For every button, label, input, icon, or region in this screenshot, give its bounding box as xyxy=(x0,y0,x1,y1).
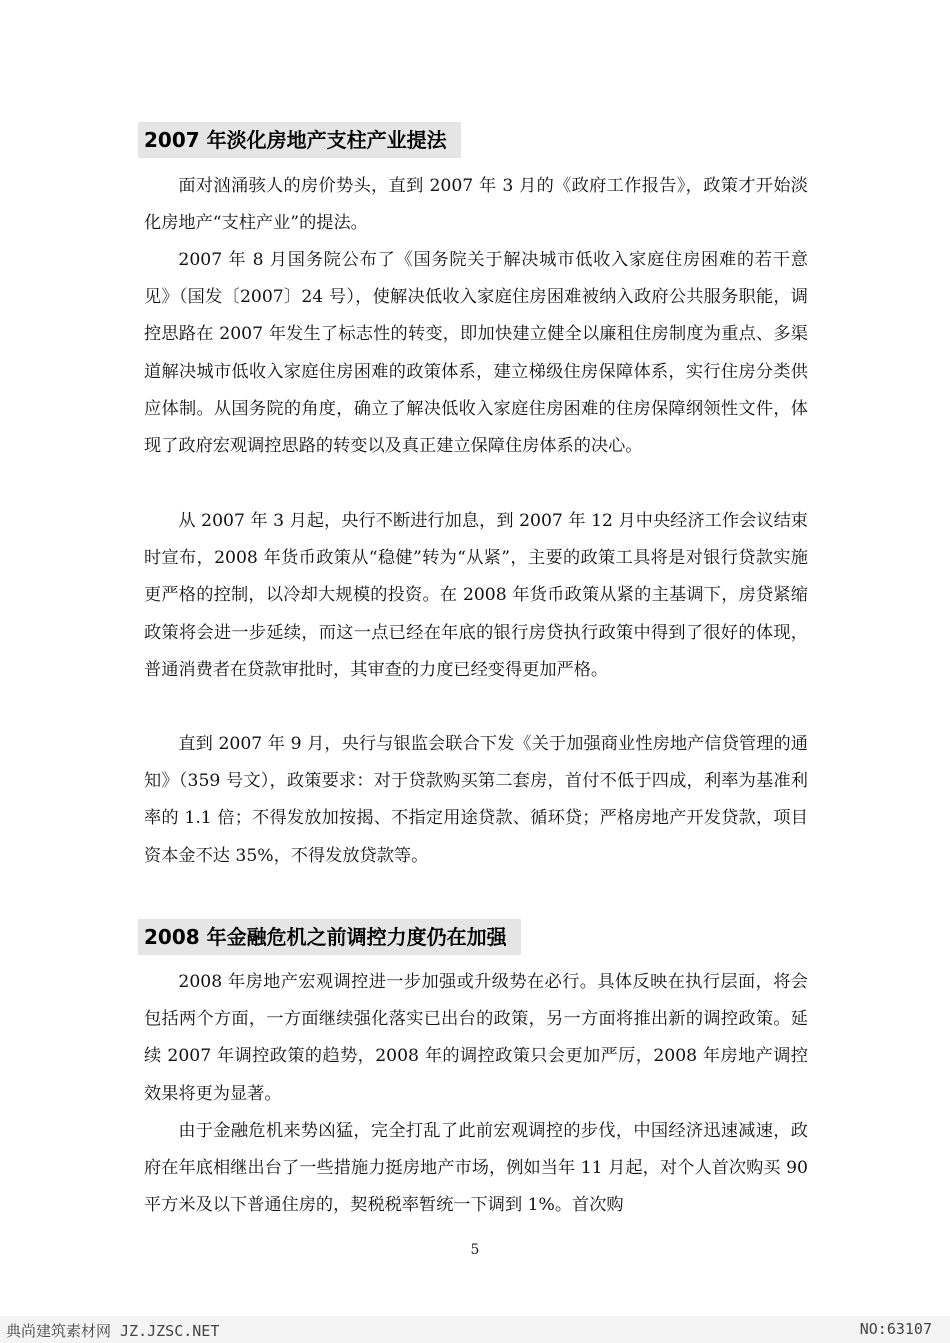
watermark-footer xyxy=(0,1316,950,1343)
paragraph: 面对汹涌骇人的房价势头，直到 2007 年 3 月的《政府工作报告》，政策才开始淡化房地产“支柱产业”的提法。 xyxy=(144,176,808,234)
paragraph: 2008 年房地产宏观调控进一步加强或升级势在必行。具体反映在执行层面，将会包括两个方面，一方面继续强化落实已出台的政策，另一方面将推出新的调控政策。延续 2007 年调控政策的趋势，2008 年的调控政策只会更加严厉，2008 年房地产调控效果将更为显著。 xyxy=(144,972,808,1104)
page-number: 5 xyxy=(470,1242,480,1258)
paragraph: 直到 2007 年 9 月，央行与银监会联合下发《关于加强商业性房地产信贷管理的通知》（359 号文），政策要求：对于贷款购买第二套房，首付不低于四成，利率为基准利率的 1.1 倍；不得发放加按揭、不指定用途贷款、循环贷；严格房地产开发贷款，项目资本金不达 35%，不得发放贷款等。 xyxy=(144,734,808,866)
paragraph: 由于金融危机来势凶猛，完全打乱了此前宏观调控的步伐，中国经济迅速减速，政府在年底相继出台了一些措施力挺房地产市场，例如当年 11 月起，对个人首次购买 90 平方米及以下普通住房的，契税税率暂统一下调到 1%。首次购 xyxy=(144,1121,808,1216)
section-heading: 2007 年淡化房地产支柱产业提法 xyxy=(138,122,461,158)
paragraph: 从 2007 年 3 月起，央行不断进行加息，到 2007 年 12 月中央经济工作会议结束时宣布，2008 年货币政策从“稳健”转为“从紧”，主要的政策工具将是对银行贷款实施更严格的控制，以冷却大规模的投资。在 2008 年货币政策从紧的主基调下，房贷紧缩政策将会进一步延续，而这一点已经在年底的银行房贷执行政策中得到了很好的体现，普通消费者在贷款审批时，其审查的力度已经变得更加严格。 xyxy=(144,511,808,680)
footer-id-label: NO:63107 xyxy=(859,1320,932,1338)
footer-site-label: 典尚建筑素材网 JZ.JZSC.NET xyxy=(6,1322,220,1340)
paragraph: 2007 年 8 月国务院公布了《国务院关于解决城市低收入家庭住房困难的若干意见》（国发〔2007〕24 号），使解决低收入家庭住房困难被纳入政府公共服务职能，调控思路在 2007 年发生了标志性的转变，即加快建立健全以廉租住房制度为重点、多渠道解决城市低收入家庭住房困难的政策体系，建立梯级住房保障体系，实行住房分类供应体制。从国务院的角度，确立了解决低收入家庭住房困难的住房保障纲领性文件，体现了政府宏观调控思路的转变以及真正建立保障住房体系的决心。 xyxy=(144,250,808,457)
section-heading: 2008 年金融危机之前调控力度仍在加强 xyxy=(138,919,521,955)
